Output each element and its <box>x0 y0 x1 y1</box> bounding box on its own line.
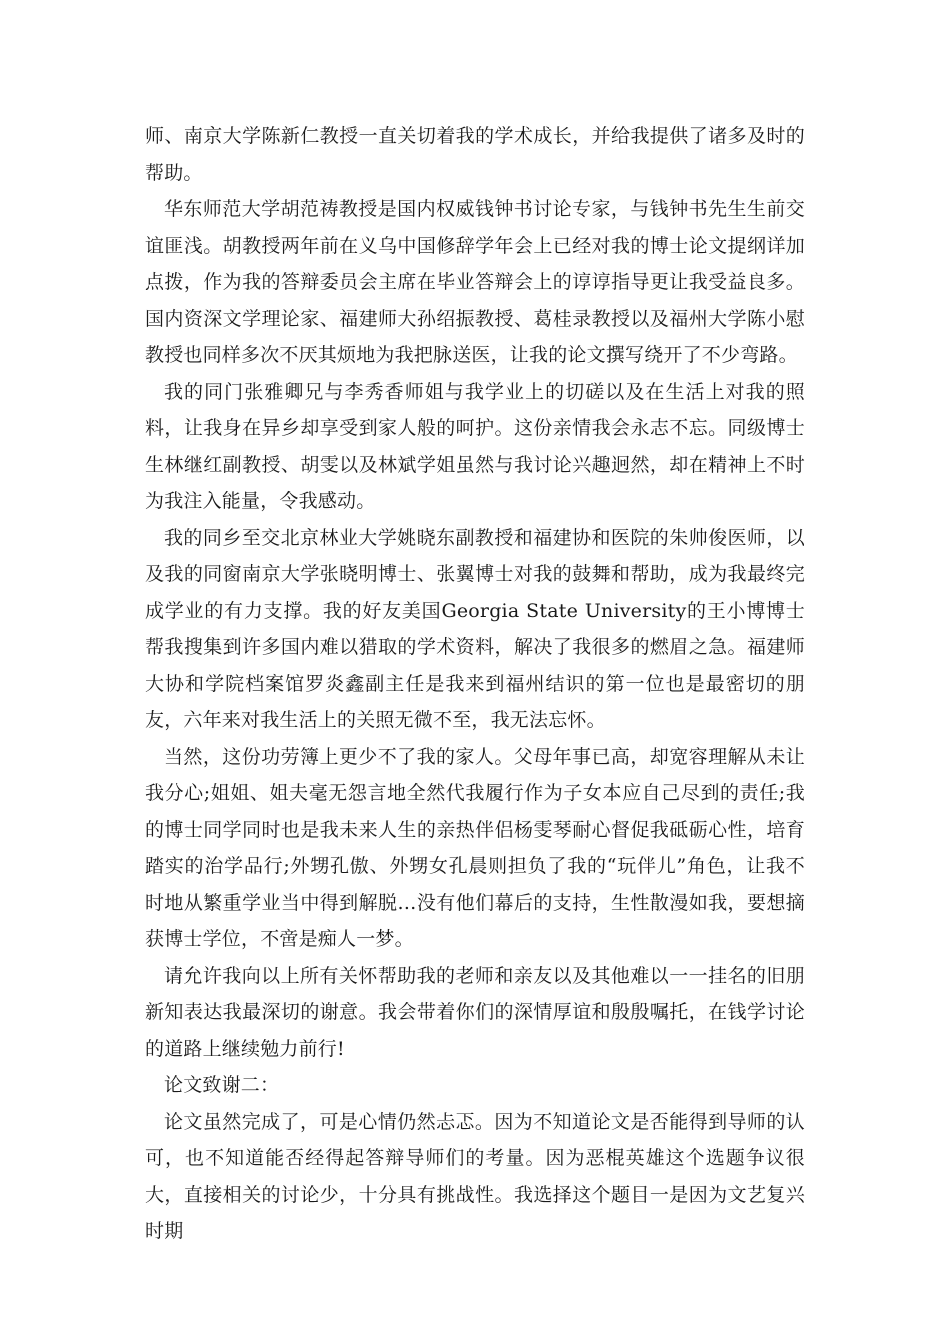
paragraph-hu-professor: 华东师范大学胡范祷教授是国内权威钱钟书讨论专家，与钱钟书先生生前交谊匪浅。胡教授两年前在义乌中国修辞学年会上已经对我的博士论文提纲详加点拨，作为我的答辩委员会主席在毕业答辩会上的谆谆指导更让我受益良多。国内资深文学理论家、福建师大孙绍振教授、葛桂录教授以及福州大学陈小慰教授也同样多次不厌其烦地为我把脉送医，让我的论文撰写绕开了不少弯路。 <box>145 198 805 366</box>
paragraph-family: 当然，这份功劳簿上更少不了我的家人。父母年事已高，却宽容理解从未让我分心;姐姐、姐夫毫无怨言地全然代我履行作为子女本应自己尽到的责任;我的博士同学同时也是我未来人生的亲热伴侣杨雯琴耐心督促我砥砺心性，培育踏实的治学品行;外甥孔傲、外甥女孔晨则担负了我的“玩伴儿”角色，让我不时地从繁重学业当中得到解脱…没有他们幕后的支持，生性散漫如我，要想摘获博士学位，不啻是痴人一梦。 <box>145 745 805 950</box>
paragraph-continuation: 师、南京大学陈新仁教授一直关切着我的学术成长，并给我提供了诸多及时的帮助。 <box>145 125 805 184</box>
section-heading: 论文致谢二： <box>164 1074 280 1096</box>
paragraph-gratitude: 请允许我向以上所有关怀帮助我的老师和亲友以及其他难以一一挂名的旧朋新知表达我最深切的谢意。我会带着你们的深情厚谊和殷殷嘱托，在钱学讨论的道路上继续勉力前行! <box>145 964 805 1060</box>
paragraph-friends: 我的同乡至交北京林业大学姚晓东副教授和福建协和医院的朱帅俊医师，以及我的同窗南京大学张晓明博士、张翼博士对我的鼓舞和帮助，成为我最终完成学业的有力支撑。我的好友美国Georgia State University的王小博博士帮我搜集到许多国内难以猎取的学术资料，解决了我很多的燃眉之急。福建师大协和学院档案馆罗炎鑫副主任是我来到福州结识的第一位也是最密切的朋友，六年来对我生活上的关照无微不至，我无法忘怀。 <box>145 526 805 731</box>
document-body <box>145 118 805 1250</box>
paragraph-classmates: 我的同门张雅卿兄与李秀香师姐与我学业上的切磋以及在生活上对我的照料，让我身在异乡却享受到家人般的呵护。这份亲情我会永志不忘。同级博士生林继红副教授、胡雯以及林斌学姐虽然与我讨论兴趣迥然，却在精神上不时为我注入能量，令我感动。 <box>145 380 805 512</box>
paragraph-thesis-intro: 论文虽然完成了，可是心情仍然忐忑。因为不知道论文是否能得到导师的认可，也不知道能否经得起答辩导师们的考量。因为恶棍英雄这个选题争议很大，直接相关的讨论少，十分具有挑战性。我选择这个题目一是因为文艺复兴时期 <box>145 1110 805 1242</box>
